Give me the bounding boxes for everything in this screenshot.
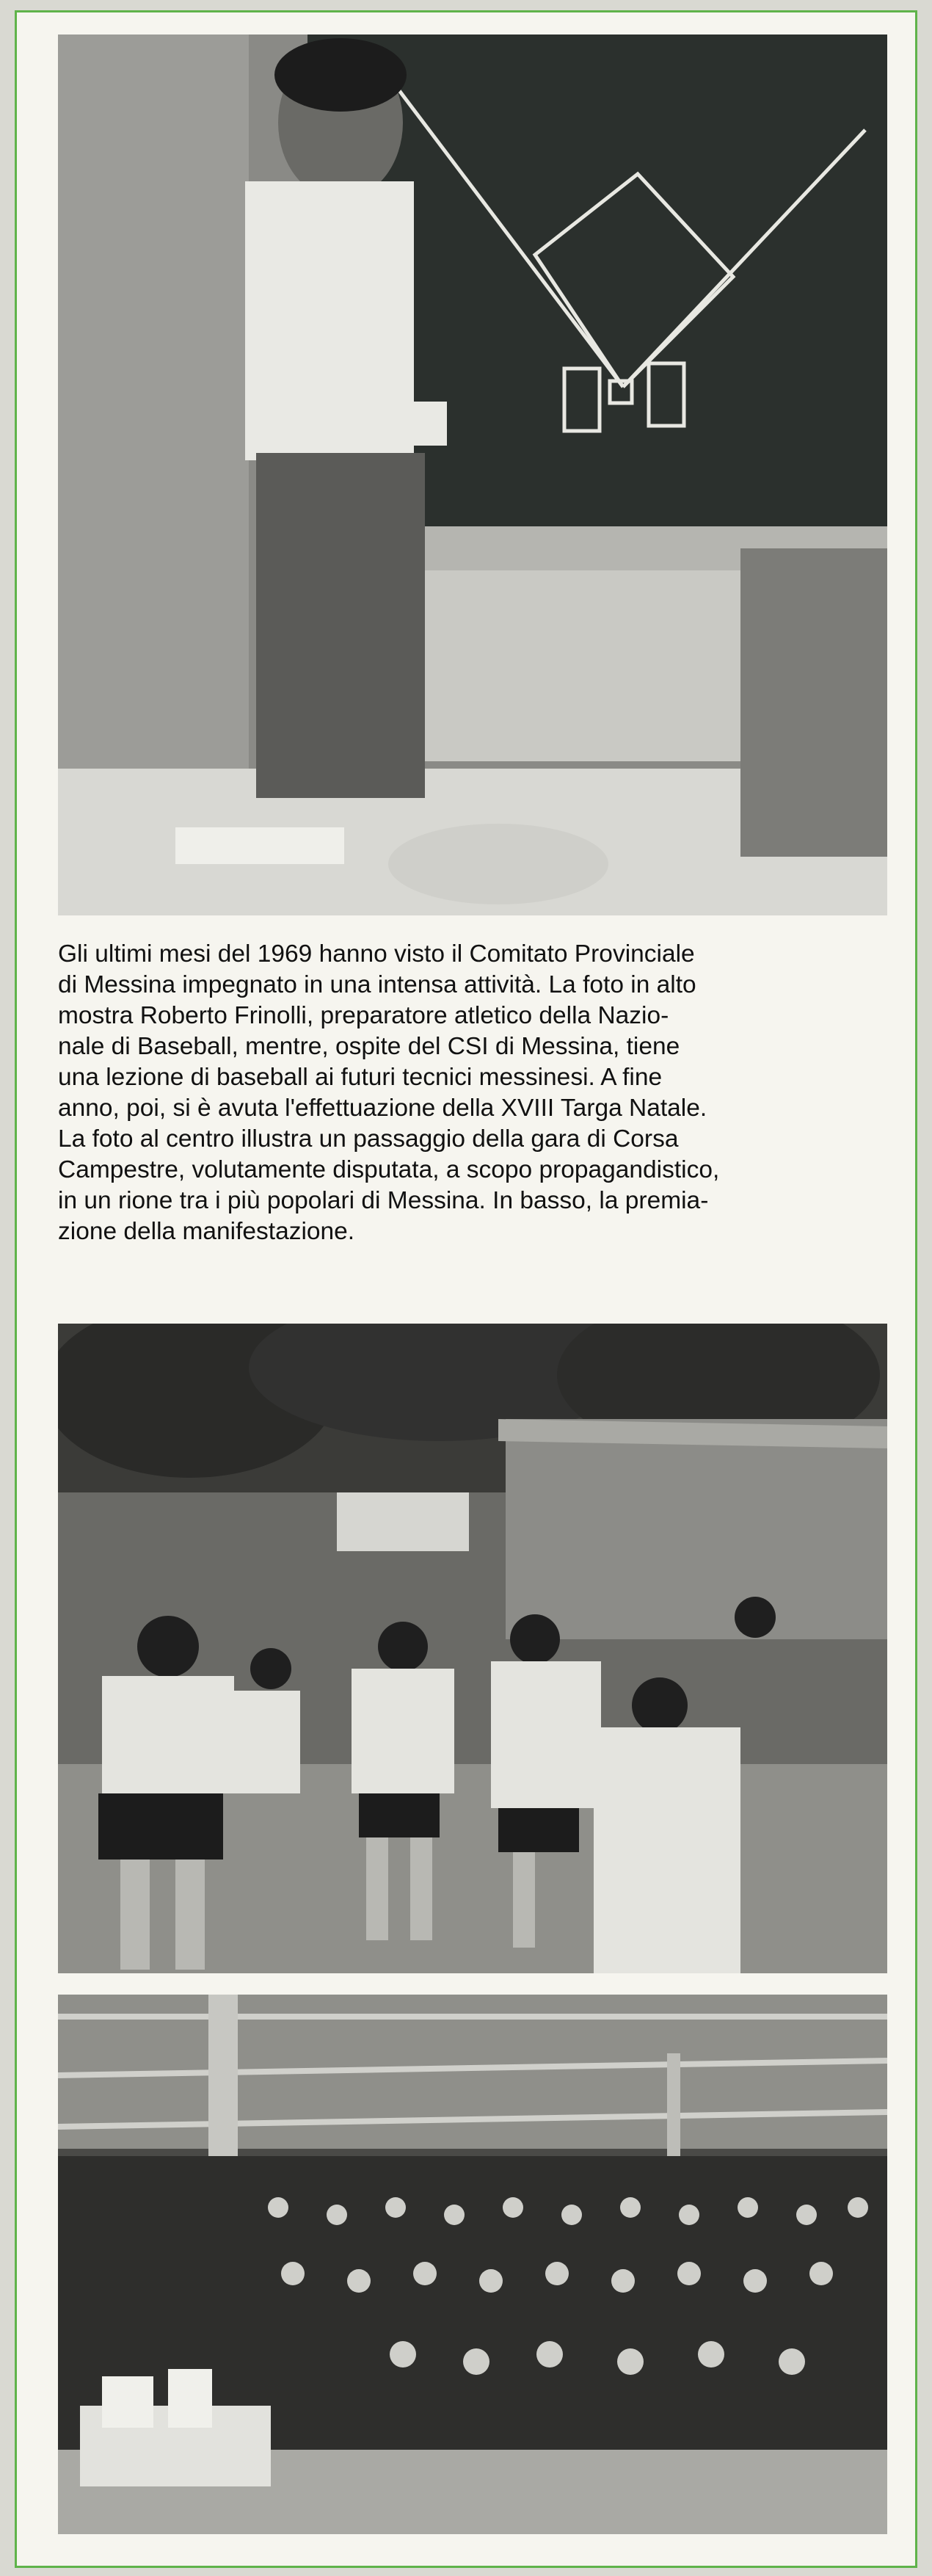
page-sheet	[15, 10, 917, 2568]
caption-line: Campestre, volutamente disputata, a scopo propagandistico,	[58, 1156, 720, 1183]
caption-line: mostra Roberto Frinolli, preparatore atletico della Nazio-	[58, 1002, 669, 1029]
photo-baseball-lesson	[58, 35, 887, 915]
photo-cross-country-race	[58, 1324, 887, 1973]
photo-caption	[58, 939, 886, 1247]
caption-line: nale di Baseball, mentre, ospite del CSI di Messina, tiene	[58, 1033, 680, 1060]
award-ceremony-image	[58, 1995, 887, 2534]
caption-line: zione della manifestazione.	[58, 1218, 355, 1245]
caption-line: La foto al centro illustra un passaggio della gara di Corsa	[58, 1125, 679, 1153]
caption-line: in un rione tra i più popolari di Messina. In basso, la premia-	[58, 1187, 709, 1214]
caption-line: una lezione di baseball ai futuri tecnici messinesi. A fine	[58, 1064, 663, 1091]
cross-country-image	[58, 1324, 887, 1973]
photo-award-ceremony	[58, 1995, 887, 2534]
baseball-lesson-image	[58, 35, 887, 915]
caption-line: di Messina impegnato in una intensa attività. La foto in alto	[58, 971, 696, 998]
caption-line: Gli ultimi mesi del 1969 hanno visto il Comitato Provinciale	[58, 940, 695, 968]
caption-line: anno, poi, si è avuta l'effettuazione della XVIII Targa Natale.	[58, 1095, 707, 1122]
